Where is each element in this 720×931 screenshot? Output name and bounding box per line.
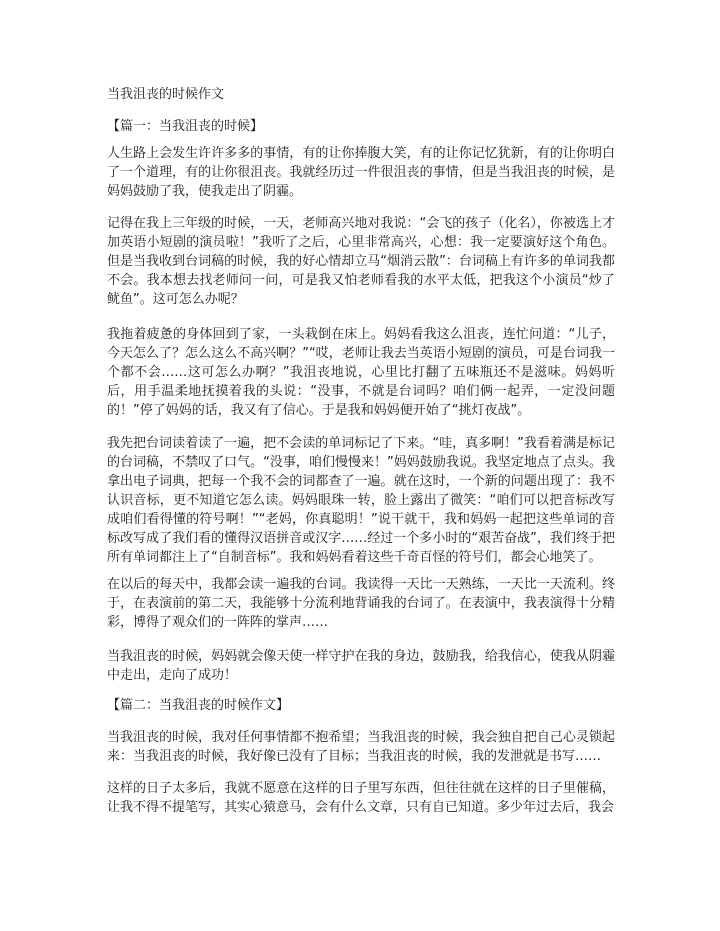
paragraph: 记得在我上三年级的时候，一天，老师高兴地对我说：“会飞的孩子（化名），你被选上才加英语小短剧的演员啦！”我听了之后，心里非常高兴，心想：我一定要演好这个角色。但是当我收到台词稿的时候，我的好心情却立马“烟消云散”：台词稿上有许多的单词我都不会。我本想去找老师问一问，可是我又怕老师看我的水平太低，把我这个小演员“炒了鱿鱼”。这可怎么办呢？ <box>107 216 615 307</box>
paragraph: 当我沮丧的时候，妈妈就会像天使一样守护在我的身边，鼓励我，给我信心，使我从阴霾中走出，走向了成功！ <box>107 649 615 683</box>
paragraph: 当我沮丧的时候，我对任何事情都不抱希望；当我沮丧的时候，我会独自把自己心灵锁起来：当我沮丧的时候，我好像已没有了目标；当我沮丧的时候，我的发泄就是书写…… <box>107 730 615 764</box>
section-1-heading: 【篇一：当我沮丧的时候】 <box>107 119 264 134</box>
section-2-heading: 【篇二：当我沮丧的时候作文】 <box>107 698 290 713</box>
paragraph: 我先把台词读着读了一遍，把不会读的单词标记了下来。“哇，真多啊！”我看着满是标记的台词稿，不禁叹了口气。“没事，咱们慢慢来！”妈妈鼓励我说。我坚定地点了点头。我拿出电子词典，把每一个我不会的词都查了一遍。就在这时，一个新的问题出现了：我不认识音标，更不知道它怎么读。妈妈眼珠一转，脸上露出了微笑：“咱们可以把音标改写成咱们看得懂的符号啊！”“老妈，你真聪明！”说干就干，我和妈妈一起把这些单词的音标改写成了我们看的懂得汉语拼音或汉字……经过一个多小时的“艰苦奋战”，我们终于把所有单词都注上了“自制音标”。我和妈妈看着这些千奇百怪的符号们，都会心地笑了。 <box>107 436 615 565</box>
document-title: 当我沮丧的时候作文 <box>107 87 225 102</box>
paragraph: 这样的日子太多后，我就不愿意在这样的日子里写东西，但往往就在这样的日子里催稿，让我不得不提笔写，其实心猿意马，会有什么文章，只有自已知道。多少年过去后，我会 <box>107 781 615 815</box>
paragraph: 在以后的每天中，我都会读一遍我的台词。我读得一天比一天熟练，一天比一天流利。终于，在表演前的第二天，我能够十分流利地背诵我的台词了。在表演中，我表演得十分精彩，博得了观众们的一阵阵的掌声…… <box>107 577 615 630</box>
paragraph: 我拖着疲惫的身体回到了家，一头栽倒在床上。妈妈看我这么沮丧，连忙问道：“儿子，今天怎么了？怎么这么不高兴啊？”“哎，老师让我去当英语小短剧的演员，可是台词我一个都不会……这可怎么办啊？”我沮丧地说，心里比打翻了五味瓶还不是滋味。妈妈听后，用手温柔地抚摸着我的头说：“没事，不就是台词吗？咱们俩一起弄，一定没问题的！”停了妈妈的话，我又有了信心。于是我和妈妈便开始了“挑灯夜战”。 <box>107 327 615 418</box>
paragraph: 人生路上会发生许许多多的事情，有的让你捧腹大笑，有的让你记忆犹新，有的让你明白了一个道理，有的让你很沮丧。我就经历过一件很沮丧的事情，但是当我沮丧的时候，是妈妈鼓励了我，使我走出了阴霾。 <box>107 146 615 199</box>
